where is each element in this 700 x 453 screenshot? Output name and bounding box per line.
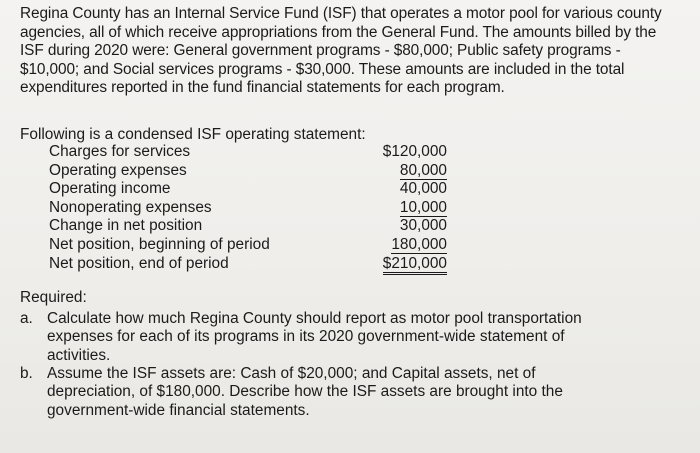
item-line: depreciation, of $180,000. Describe how the ISF assets are brought into the (47, 383, 563, 401)
required-heading: Required: (20, 289, 87, 306)
row-label: Nonoperating expenses (49, 198, 212, 216)
item-line: Calculate how much Regina County should report as motor pool transportation (47, 310, 582, 327)
item-marker: a. (20, 310, 33, 327)
row-value: $210,000 (383, 255, 447, 275)
problem-intro-paragraph (20, 5, 696, 98)
statement-row (49, 162, 449, 181)
row-label: Change in net position (49, 217, 203, 235)
row-label: Charges for services (49, 143, 191, 160)
row-value: 10,000 (399, 198, 447, 216)
statement-row (49, 255, 449, 274)
row-value: 180,000 (391, 235, 447, 253)
intro-line: Regina County has an Internal Service Fund (ISF) that operates a motor pool for various county (20, 5, 662, 22)
item-line: expenses for each of its programs in its 2020 government-wide statement of (47, 328, 565, 346)
item-line: Assume the ISF assets are: Cash of $20,000; and Capital assets, net of (47, 365, 536, 382)
statement-row (49, 143, 449, 162)
operating-statement (49, 143, 449, 273)
item-line: government-wide financial statements. (47, 401, 310, 419)
intro-line: expenditures reported in the fund financial statements for each program. (20, 79, 505, 97)
row-value: $120,000 (382, 143, 447, 160)
intro-line: agencies, all of which receive appropriations from the General Fund. The amounts billed by the (20, 23, 657, 41)
item-text (47, 365, 677, 420)
statement-heading: Following is a condensed ISF operating statement: (20, 126, 366, 143)
intro-line: ISF during 2020 were: General government programs - $80,000; Public safety programs - (20, 42, 621, 60)
intro-line: $10,000; and Social services programs - $30,000. These amounts are included in the total (20, 60, 625, 78)
statement-row (49, 180, 449, 199)
item-line: activities. (47, 346, 111, 364)
statement-row (49, 217, 449, 236)
item-marker: b. (20, 365, 33, 382)
row-label: Operating expenses (49, 161, 187, 179)
row-value: 80,000 (399, 161, 447, 179)
row-label: Net position, end of period (49, 254, 229, 272)
row-value: 30,000 (399, 217, 447, 235)
row-label: Net position, beginning of period (49, 235, 270, 253)
item-text (47, 310, 677, 365)
statement-row (49, 199, 449, 218)
row-label: Operating income (49, 180, 171, 198)
statement-row (49, 236, 449, 255)
row-value: 40,000 (399, 180, 447, 198)
